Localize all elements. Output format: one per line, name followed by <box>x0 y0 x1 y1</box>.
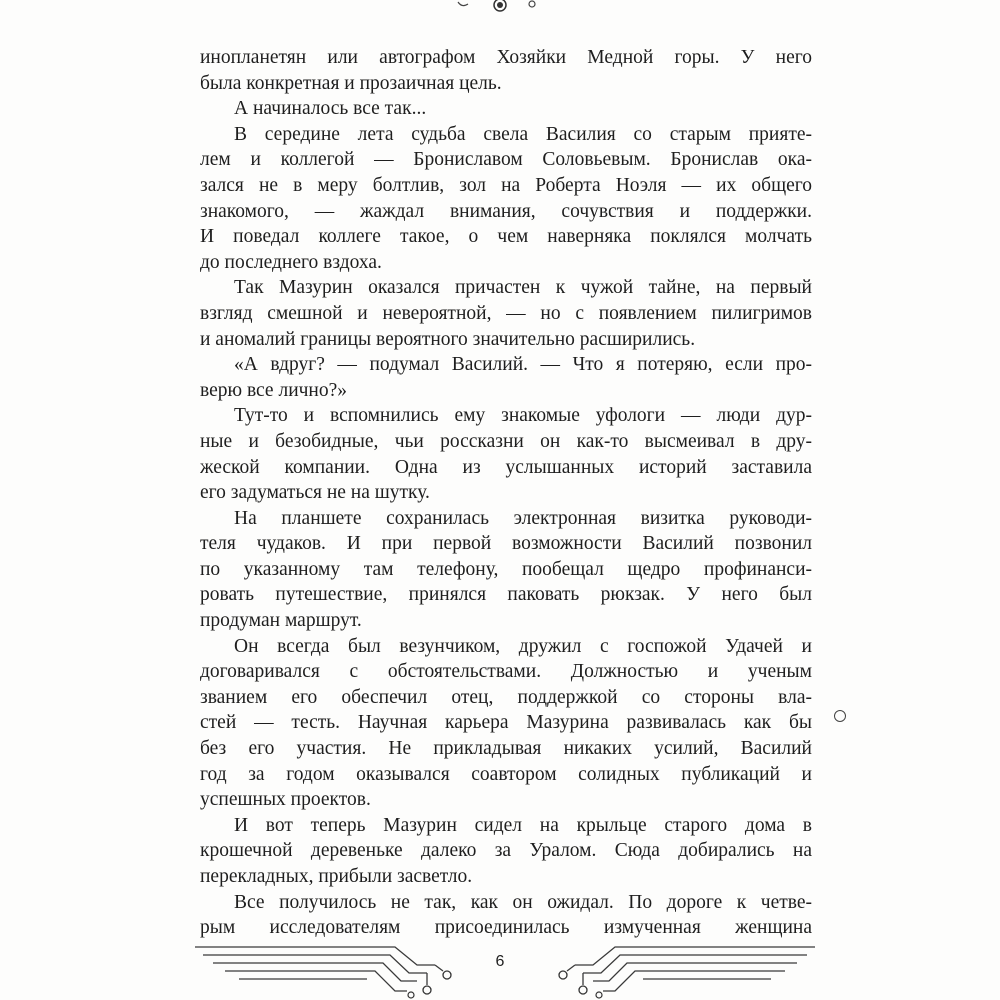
paragraph <box>200 403 812 505</box>
text-line: лем и коллегой — Брониславом Соловьевым. Бронислав ока- <box>200 149 812 171</box>
paragraph <box>200 890 812 941</box>
text-line: знакомого, — жаждал внимания, сочувствия и поддержки. <box>200 200 812 222</box>
text-line: успешных проектов. <box>200 789 371 811</box>
paragraph <box>200 634 812 813</box>
text-line: без его участия. Не прикладывая никаких усилий, Василий <box>200 738 812 760</box>
text-line: по указанному там телефону, пообещал щедро профинанси- <box>200 558 812 580</box>
text-line: перекладных, прибыли засветло. <box>200 866 473 887</box>
margin-circle-mark <box>834 710 846 722</box>
paragraph <box>200 96 812 122</box>
text-line: крошечной деревеньке далеко за Уралом. Сюда добирались на <box>200 840 812 862</box>
bottom-right-ornament <box>545 935 815 1000</box>
paragraph <box>200 352 812 403</box>
text-line: взгляд смешной и невероятной, — но с появлением пилигримов <box>200 302 812 324</box>
top-ornament <box>440 0 560 16</box>
text-line: инопланетян или автографом Хозяйки Медной горы. У него <box>200 47 812 68</box>
text-line: его задуматься не на шутку. <box>200 482 430 504</box>
text-line: до последнего вздоха. <box>200 251 382 273</box>
text-line: Тут-то и вспомнились ему знакомые уфологи — люди дур- <box>234 405 812 427</box>
body-text <box>200 45 812 941</box>
paragraph <box>200 813 812 890</box>
text-line: стей — тесть. Научная карьера Мазурина развивалась как бы <box>200 712 812 734</box>
text-line: званием его обеспечил отец, поддержкой со стороны вла- <box>200 686 812 708</box>
text-line: Так Мазурин оказался причастен к чужой тайне, на первый <box>234 277 812 299</box>
text-line: теля чудаков. И при первой возможности Василий позвонил <box>200 533 812 555</box>
paragraph <box>200 275 812 352</box>
text-line: А начиналось все так... <box>234 98 427 120</box>
text-line: Все получилось не так, как он ожидал. По дороге к четве- <box>234 891 812 913</box>
paragraph <box>200 506 812 634</box>
text-line: верю все лично?» <box>200 379 348 401</box>
text-line: И поведал коллеге такое, о чем наверняка поклялся молчать <box>200 226 812 248</box>
page-number: 6 <box>495 953 505 970</box>
text-line: рым исследователям присоединилась измученная женщина <box>200 917 812 939</box>
text-line: ные и безобидные, чьи россказни он как-то высмеивал в дру- <box>200 430 812 452</box>
text-line: ровать путешествие, принялся паковать рюкзак. У него был <box>200 584 812 606</box>
text-line: договаривался с обстоятельствами. Должностью и ученым <box>200 661 812 683</box>
text-line: И вот теперь Мазурин сидел на крыльце старого дома в <box>234 814 812 836</box>
paragraph <box>200 45 812 96</box>
text-line: На планшете сохранилась электронная визитка руководи- <box>234 507 812 529</box>
bottom-left-ornament <box>195 935 465 1000</box>
text-line: зался не в меру болтлив, зол на Роберта Ноэля — их общего <box>200 174 812 196</box>
text-line: Он всегда был везунчиком, дружил с госпожой Удачей и <box>234 635 812 657</box>
text-line: жеской компании. Одна из услышанных историй заставила <box>200 456 812 478</box>
text-line: была конкретная и прозаичная цель. <box>200 72 502 94</box>
text-line: продуман маршрут. <box>200 610 362 632</box>
text-line: В середине лета судьба свела Василия со старым прияте- <box>234 123 812 145</box>
text-line: и аномалий границы вероятного значительно расширились. <box>200 328 696 350</box>
paragraph <box>200 122 812 276</box>
text-line: год за годом оказывался соавтором солидных публикаций и <box>200 763 812 785</box>
text-line: «А вдруг? — подумал Василий. — Что я потеряю, если про- <box>234 354 812 376</box>
